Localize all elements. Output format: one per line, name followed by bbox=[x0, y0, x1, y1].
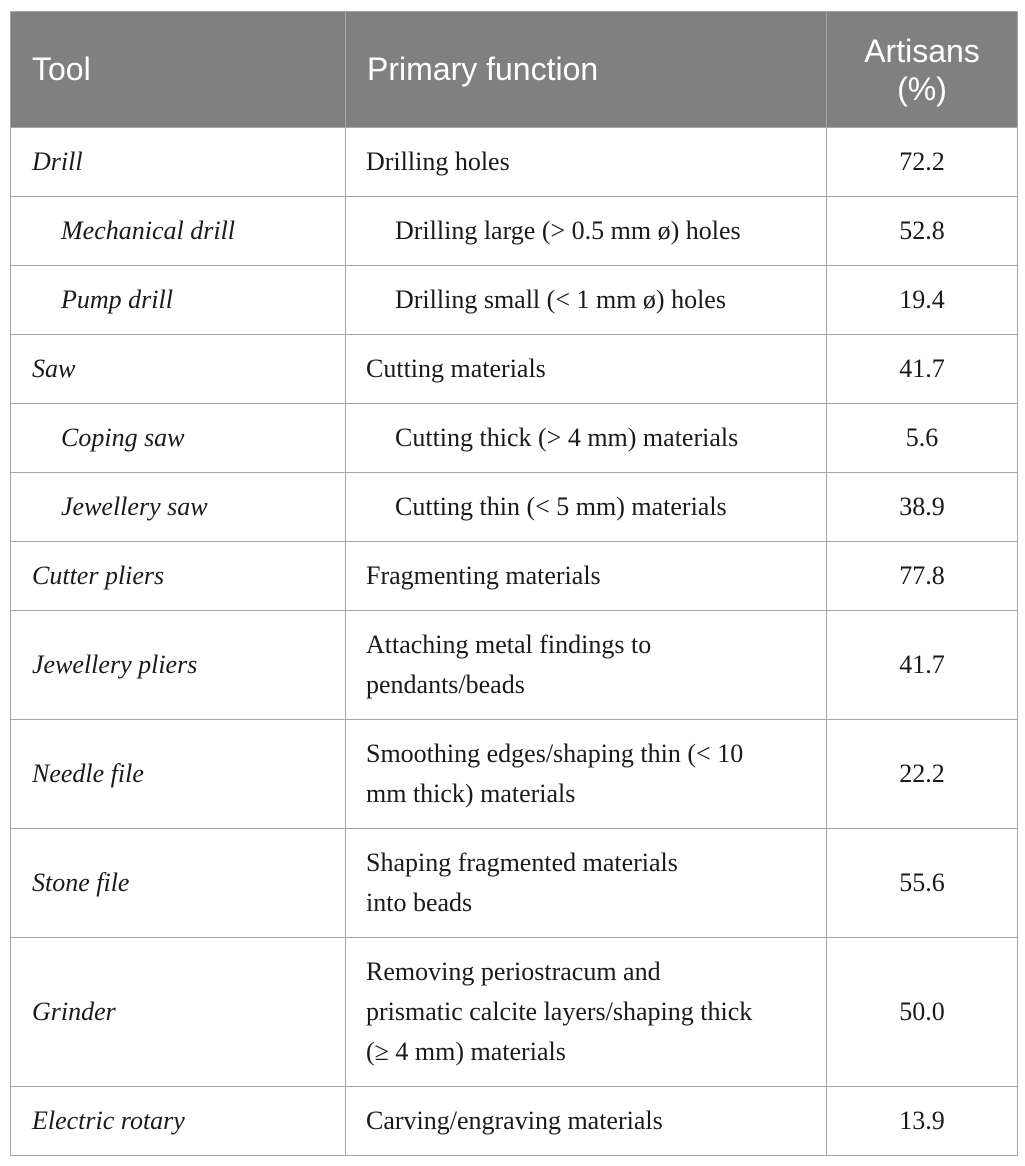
function-cell: Drilling large (> 0.5 mm ø) holes bbox=[346, 197, 827, 266]
tools-table bbox=[10, 11, 1018, 1156]
tool-cell: Drill bbox=[11, 128, 346, 197]
table-header bbox=[11, 12, 1018, 128]
artisans-cell: 22.2 bbox=[827, 720, 1018, 829]
artisans-cell: 19.4 bbox=[827, 266, 1018, 335]
table-row bbox=[11, 829, 1018, 938]
function-line: pendants/beads bbox=[366, 670, 525, 699]
function-cell: Cutting materials bbox=[346, 335, 827, 404]
function-cell: Fragmenting materials bbox=[346, 542, 827, 611]
function-line: Smoothing edges/shaping thin (< 10 bbox=[366, 739, 744, 768]
tool-cell: Electric rotary bbox=[11, 1087, 346, 1156]
header-tool: Tool bbox=[11, 12, 346, 128]
tool-cell: Pump drill bbox=[11, 266, 346, 335]
artisans-cell: 13.9 bbox=[827, 1087, 1018, 1156]
table-row bbox=[11, 1087, 1018, 1156]
function-cell: Cutting thin (< 5 mm) materials bbox=[346, 473, 827, 542]
artisans-cell: 50.0 bbox=[827, 938, 1018, 1087]
table-row bbox=[11, 197, 1018, 266]
artisans-cell: 52.8 bbox=[827, 197, 1018, 266]
function-cell bbox=[346, 938, 827, 1087]
table-row bbox=[11, 473, 1018, 542]
header-artisans-percent bbox=[827, 12, 1018, 128]
tools-table-container bbox=[10, 11, 1017, 1156]
function-cell bbox=[346, 829, 827, 938]
table-row bbox=[11, 542, 1018, 611]
function-line: Shaping fragmented materials bbox=[366, 848, 678, 877]
artisans-cell: 41.7 bbox=[827, 335, 1018, 404]
tool-cell: Grinder bbox=[11, 938, 346, 1087]
table-body bbox=[11, 128, 1018, 1156]
table-row bbox=[11, 266, 1018, 335]
function-line: Attaching metal findings to bbox=[366, 630, 652, 659]
function-cell: Drilling small (< 1 mm ø) holes bbox=[346, 266, 827, 335]
header-row bbox=[11, 12, 1018, 128]
function-line: mm thick) materials bbox=[366, 779, 576, 808]
tool-cell: Jewellery pliers bbox=[11, 611, 346, 720]
tool-cell: Cutter pliers bbox=[11, 542, 346, 611]
table-row bbox=[11, 128, 1018, 197]
function-line: prismatic calcite layers/shaping thick bbox=[366, 997, 753, 1026]
table-row bbox=[11, 611, 1018, 720]
table-row bbox=[11, 335, 1018, 404]
artisans-cell: 77.8 bbox=[827, 542, 1018, 611]
function-line: into beads bbox=[366, 888, 473, 917]
tool-cell: Mechanical drill bbox=[11, 197, 346, 266]
tool-cell: Stone file bbox=[11, 829, 346, 938]
function-cell bbox=[346, 611, 827, 720]
tool-cell: Saw bbox=[11, 335, 346, 404]
artisans-cell: 72.2 bbox=[827, 128, 1018, 197]
tool-cell: Coping saw bbox=[11, 404, 346, 473]
table-row bbox=[11, 938, 1018, 1087]
artisans-cell: 41.7 bbox=[827, 611, 1018, 720]
table-row bbox=[11, 720, 1018, 829]
function-cell: Cutting thick (> 4 mm) materials bbox=[346, 404, 827, 473]
artisans-cell: 55.6 bbox=[827, 829, 1018, 938]
function-cell: Carving/engraving materials bbox=[346, 1087, 827, 1156]
table-row bbox=[11, 404, 1018, 473]
function-cell: Drilling holes bbox=[346, 128, 827, 197]
tool-cell: Needle file bbox=[11, 720, 346, 829]
function-line: Removing periostracum and bbox=[366, 957, 661, 986]
artisans-cell: 5.6 bbox=[827, 404, 1018, 473]
function-line: (≥ 4 mm) materials bbox=[366, 1037, 566, 1066]
header-primary-function: Primary function bbox=[346, 12, 827, 128]
header-artisans-unit: (%) bbox=[897, 70, 947, 107]
artisans-cell: 38.9 bbox=[827, 473, 1018, 542]
function-cell bbox=[346, 720, 827, 829]
header-artisans-label: Artisans bbox=[864, 32, 980, 69]
tool-cell: Jewellery saw bbox=[11, 473, 346, 542]
